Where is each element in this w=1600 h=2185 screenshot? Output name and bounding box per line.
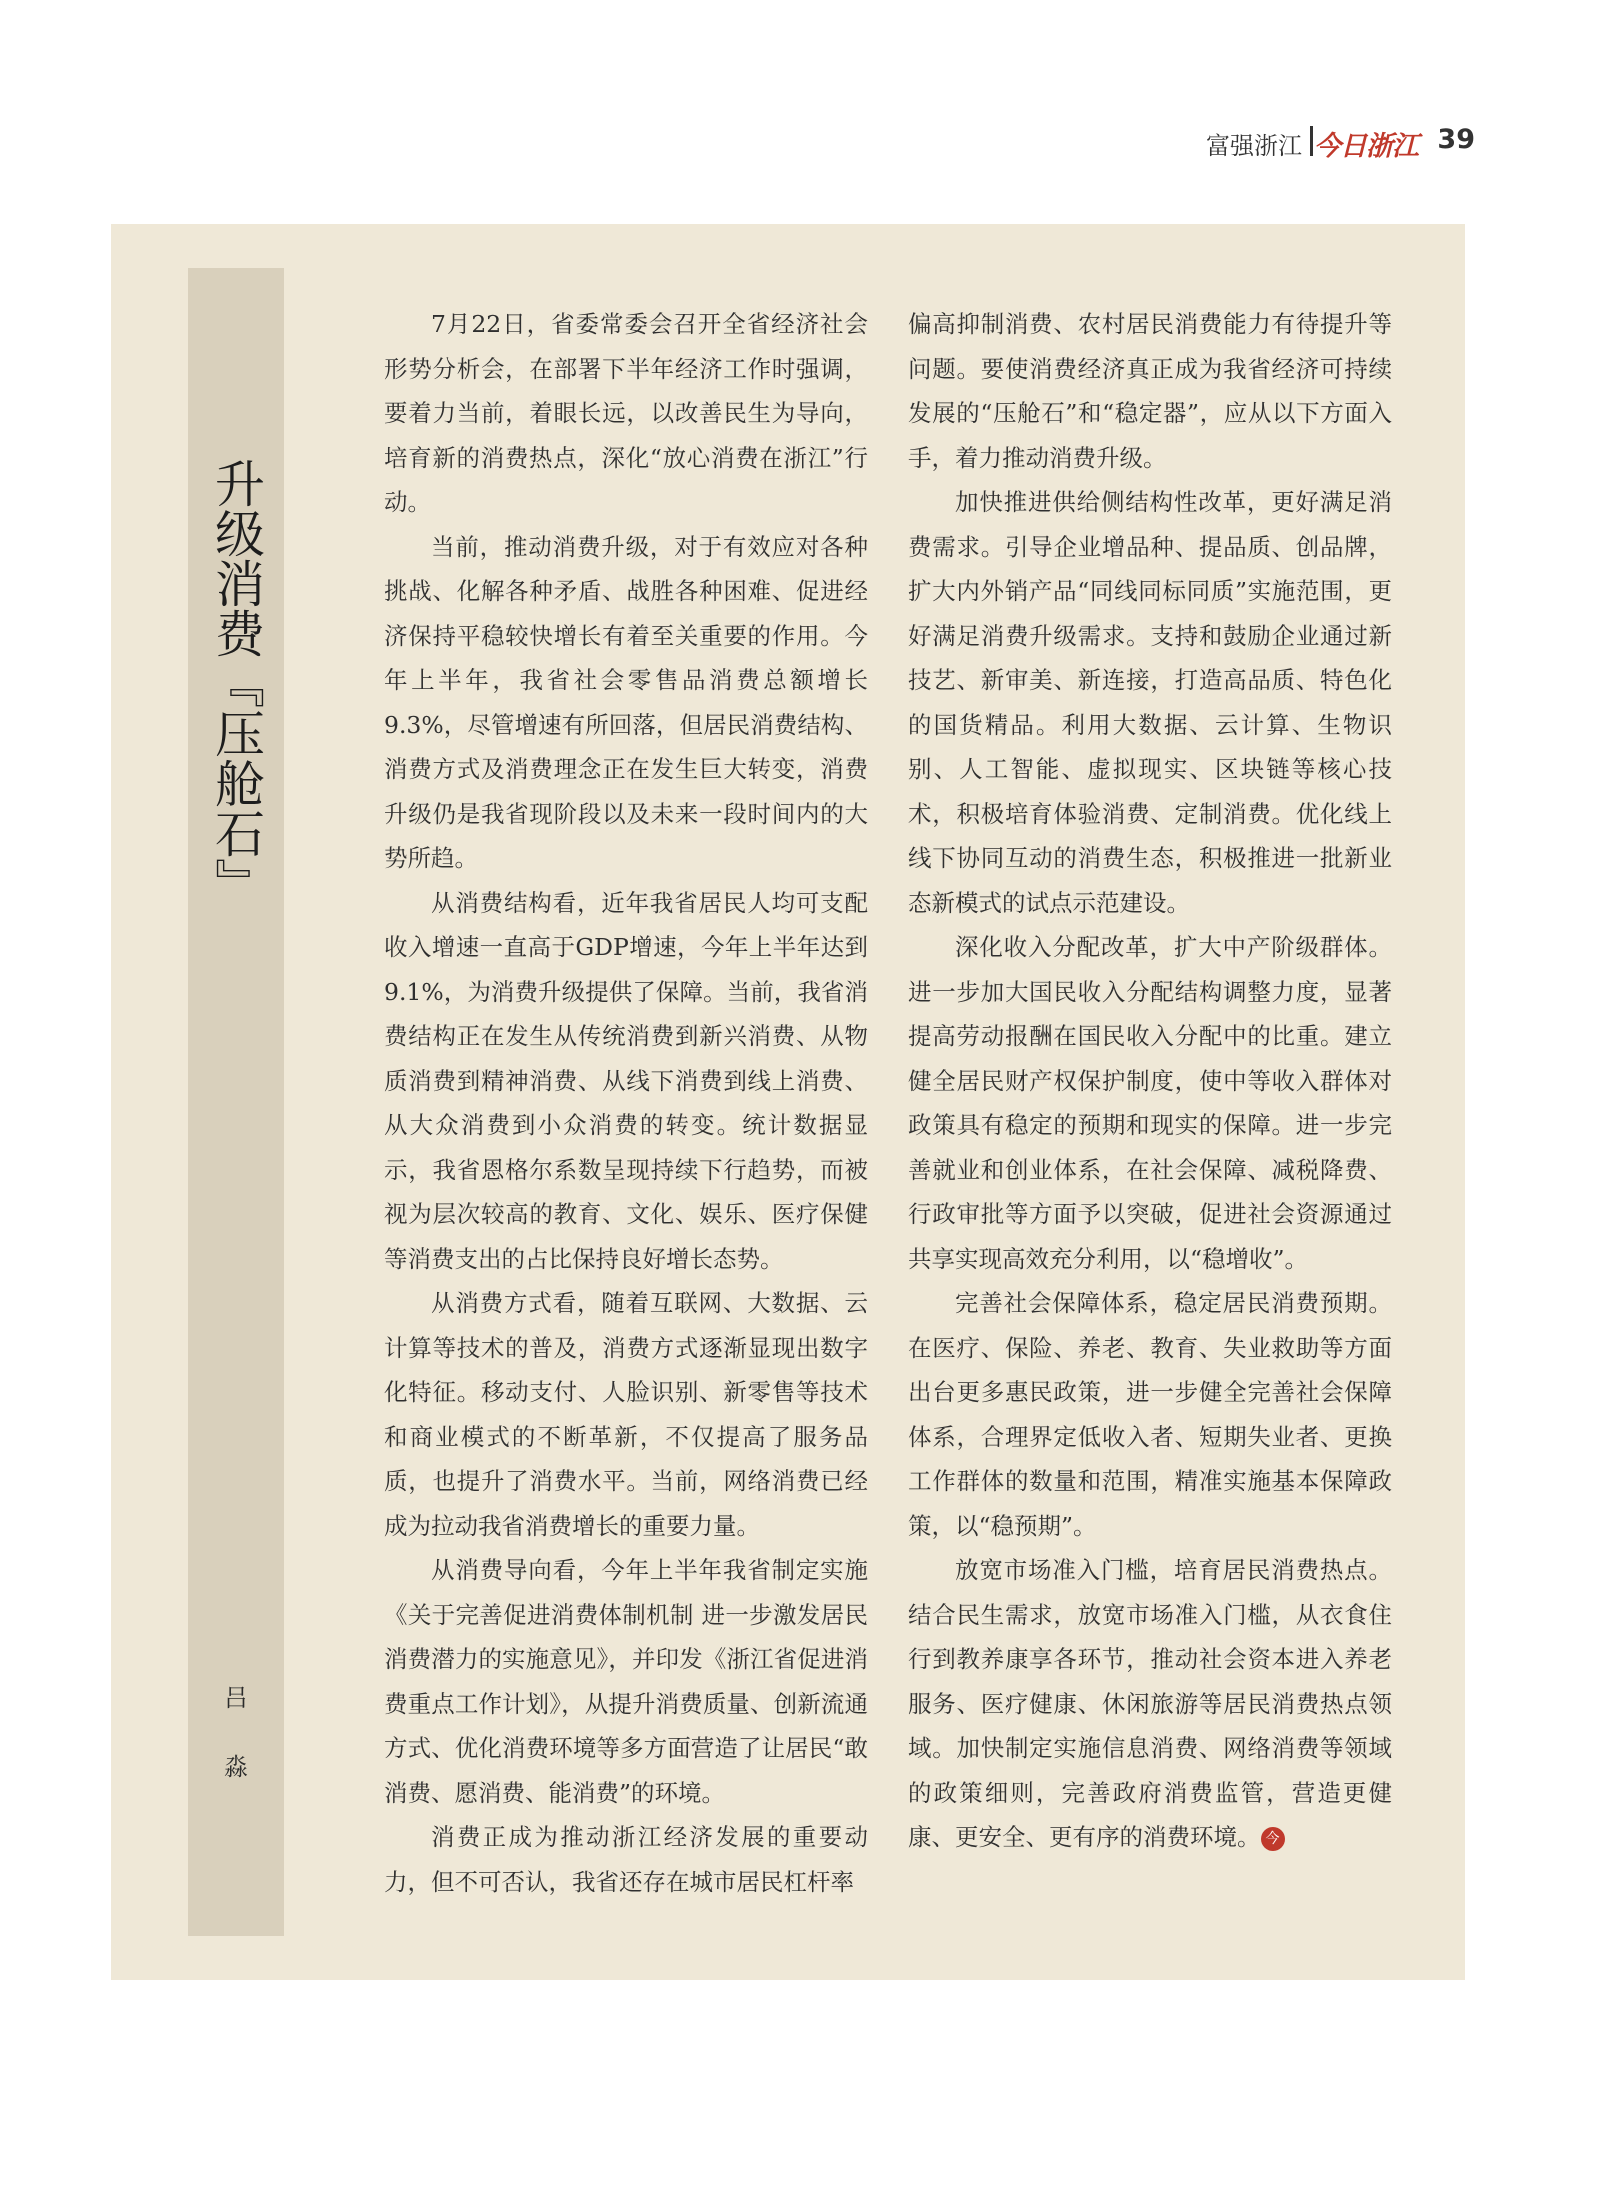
magazine-logo: 今日浙江 xyxy=(1314,131,1418,162)
paragraph-continuation: 偏高抑制消费、农村居民消费能力有待提升等问题。要使消费经济真正成为我省经济可持续发展的“压舱石”和“稳定器”，应从以下方面入手，着力推动消费升级。 xyxy=(908,310,1392,472)
header-divider xyxy=(1310,126,1313,156)
page-number: 39 xyxy=(1437,124,1475,155)
article-title: 升级消费『压舱石』 xyxy=(207,458,265,908)
paragraph-last xyxy=(908,1548,1392,1860)
article-column-right xyxy=(908,302,1392,1860)
paragraph: 从消费导向看，今年上半年我省制定实施《关于完善促进消费体制机制 进一步激发居民消费潜力的实施意见》，并印发《浙江省促进消费重点工作计划》，从提升消费质量、创新流通方式、优化消费环境等多方面营造了让居民“敢消费、愿消费、能消费”的环境。 xyxy=(384,1556,868,1807)
article-column-left xyxy=(384,302,868,1904)
paragraph: 7月22日，省委常委会召开全省经济社会形势分析会，在部署下半年经济工作时强调，要着力当前，着眼长远，以改善民生为导向，培育新的消费热点，深化“放心消费在浙江”行动。 xyxy=(384,310,868,516)
paragraph: 加快推进供给侧结构性改革，更好满足消费需求。引导企业增品种、提品质、创品牌，扩大内外销产品“同线同标同质”实施范围，更好满足消费升级需求。支持和鼓励企业通过新技艺、新审美、新连接，打造高品质、特色化的国货精品。利用大数据、云计算、生物识别、人工智能、虚拟现实、区块链等核心技术，积极培育体验消费、定制消费。优化线上线下协同互动的消费生态，积极推进一批新业态新模式的试点示范建设。 xyxy=(908,488,1392,917)
paragraph: 从消费方式看，随着互联网、大数据、云计算等技术的普及，消费方式逐渐显现出数字化特征。移动支付、人脸识别、新零售等技术和商业模式的不断革新，不仅提高了服务品质，也提升了消费水平。当前，网络消费已经成为拉动我省消费增长的重要力量。 xyxy=(384,1289,868,1540)
paragraph-text: 放宽市场准入门槛，培育居民消费热点。结合民生需求，放宽市场准入门槛，从衣食住行到教养康享各环节，推动社会资本进入养老服务、医疗健康、休闲旅游等居民消费热点领域。加快制定实施信息消费、网络消费等领域的政策细则，完善政府消费监管，营造更健康、更安全、更有序的消费环境。 xyxy=(908,1556,1392,1851)
paragraph: 消费正成为推动浙江经济发展的重要动力，但不可否认，我省还存在城市居民杠杆率 xyxy=(384,1823,868,1896)
end-mark-icon: 今 xyxy=(1261,1827,1285,1851)
page-header xyxy=(0,124,1475,160)
title-sidebar xyxy=(188,268,284,1936)
paragraph: 从消费结构看，近年我省居民人均可支配收入增速一直高于GDP增速，今年上半年达到9.1%，为消费升级提供了保障。当前，我省消费结构正在发生从传统消费到新兴消费、从物质消费到精神消费、从线下消费到线上消费、从大众消费到小众消费的转变。统计数据显示，我省恩格尔系数呈现持续下行趋势，而被视为层次较高的教育、文化、娱乐、医疗保健等消费支出的占比保持良好增长态势。 xyxy=(384,888,868,1273)
paragraph: 完善社会保障体系，稳定居民消费预期。在医疗、保险、养老、教育、失业救助等方面出台更多惠民政策，进一步健全完善社会保障体系，合理界定低收入者、短期失业者、更换工作群体的数量和范围，精准实施基本保障政策，以“稳预期”。 xyxy=(908,1289,1392,1540)
author-char: 吕 xyxy=(224,1684,248,1712)
section-label: 富强浙江 xyxy=(1206,132,1302,160)
paragraph: 当前，推动消费升级，对于有效应对各种挑战、化解各种矛盾、战胜各种困难、促进经济保持平稳较快增长有着至关重要的作用。今年上半年，我省社会零售品消费总额增长9.3%，尽管增速有所回落，但居民消费结构、消费方式及消费理念正在发生巨大转变，消费升级仍是我省现阶段以及未来一段时间内的大势所趋。 xyxy=(384,532,868,872)
author-char: 淼 xyxy=(224,1753,248,1781)
paragraph: 深化收入分配改革，扩大中产阶级群体。进一步加大国民收入分配结构调整力度，显著提高劳动报酬在国民收入分配中的比重。建立健全居民财产权保护制度，使中等收入群体对政策具有稳定的预期和现实的保障。进一步完善就业和创业体系，在社会保障、减税降费、行政审批等方面予以突破，促进社会资源通过共享实现高效充分利用，以“稳增收”。 xyxy=(908,933,1392,1273)
author-name xyxy=(224,1678,248,1782)
